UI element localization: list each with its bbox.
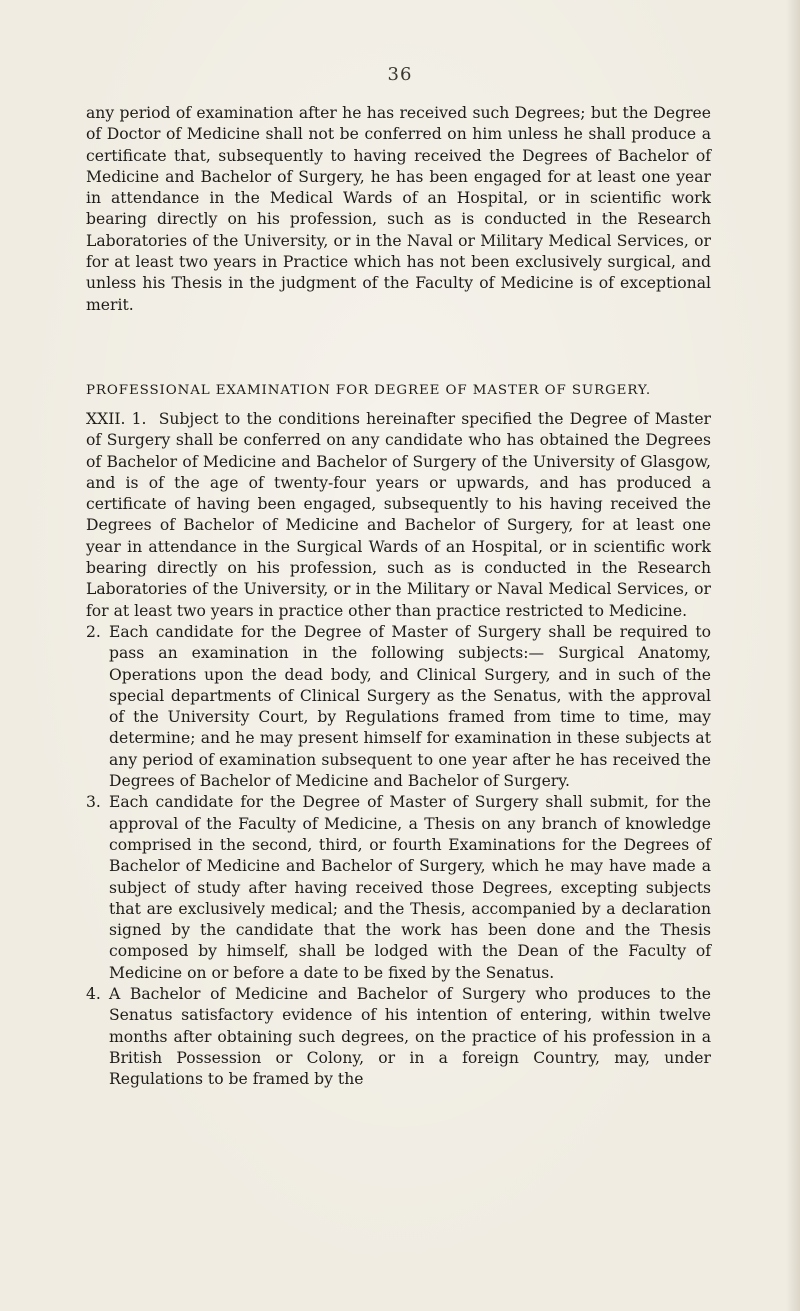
clause-2 [86, 622, 711, 792]
clause-number: 3. [86, 793, 101, 812]
clause-text: Subject to the conditions hereinafter specified the Degree of Master of Surgery shall be conferred on any candidate who has obtained the Degrees of Bachelor of Medicine and Bachelor of Surgery of the University of Glasgow, and is of the age of twenty-four years or upwards, and has produced a certificate of having been engaged, subsequently to his having received the Degrees of Bachelor of Medicine and Bachelor of Surgery, for at least one year in attendance in the Surgical Wards of an Hospital, or in scientific work bearing directly on his profession, such as is conducted in the Research Laboratories of the University, or in the Military or Naval Medical Services, or for at least two years in practice other than practice restricted to Medicine. [86, 410, 711, 620]
section-heading: PROFESSIONAL EXAMINATION FOR DEGREE OF MASTER OF SURGERY. [86, 383, 652, 398]
clause-4 [86, 984, 711, 1090]
page-edge-shadow [786, 0, 800, 1311]
clause-number: 4. [86, 985, 101, 1004]
clause-number: 2. [86, 622, 101, 641]
clause-text: Each candidate for the Degree of Master of Surgery shall be required to pass an examination in the following subjects:— Surgical Anatomy, Operations upon the dead body, and Clinical Surgery, and in such of the special departments of Clinical Surgery as the Senatus, with the approval of the University Court, by Regulations framed from time to time, may determine; and he may present himself for examination in these subjects at any period of examination subsequent to one year after he has received the Degrees of Bachelor of Medicine and Bachelor of Surgery. [109, 622, 711, 791]
clause-number: XXII. 1. [86, 410, 147, 428]
clause-text: A Bachelor of Medicine and Bachelor of Surgery who produces to the Senatus satisfactory evidence of his intention of entering, within twelve months after obtaining such degrees, on the practice of his profession in a British Possession or Colony, or in a foreign Country, may, under Regulations to be framed by the [109, 985, 711, 1089]
clause-xxii-1 [86, 409, 711, 622]
clause-text: Each candidate for the Degree of Master of Surgery shall submit, for the approval of the Faculty of Medicine, a Thesis on any branch of knowledge comprised in the second, third, or fourth Examinations for the Degrees of Bachelor of Medicine and Bachelor of Surgery, which he may have made a subject of study after having received those Degrees, excepting subjects that are exclusively medical; and the Thesis, accompanied by a declaration signed by the candidate that the work has been done and the Thesis composed by himself, shall be lodged with the Dean of the Faculty of Medicine on or before a date to be fixed by the Senatus. [109, 793, 711, 982]
intro-paragraph: any period of examination after he has received such Degrees; but the Degree of Doctor of Medicine shall not be conferred on him unless he shall produce a certificate that, subsequently to having received the Degrees of Bachelor of Medicine and Bachelor of Surgery, he has been engaged for at least one year in attendance in the Medical Wards of an Hospital, or in scientific work bearing directly on his profession, such as is conducted in the Research Laboratories of the University, or in the Naval or Military Medical Services, or for at least two years in Practice which has not been exclusively surgical, and unless his Thesis in the judgment of the Faculty of Medicine is of exceptional merit. [86, 104, 711, 314]
clauses-list [86, 409, 711, 1091]
clause-3 [86, 792, 711, 984]
page-number: 36 [387, 64, 413, 85]
